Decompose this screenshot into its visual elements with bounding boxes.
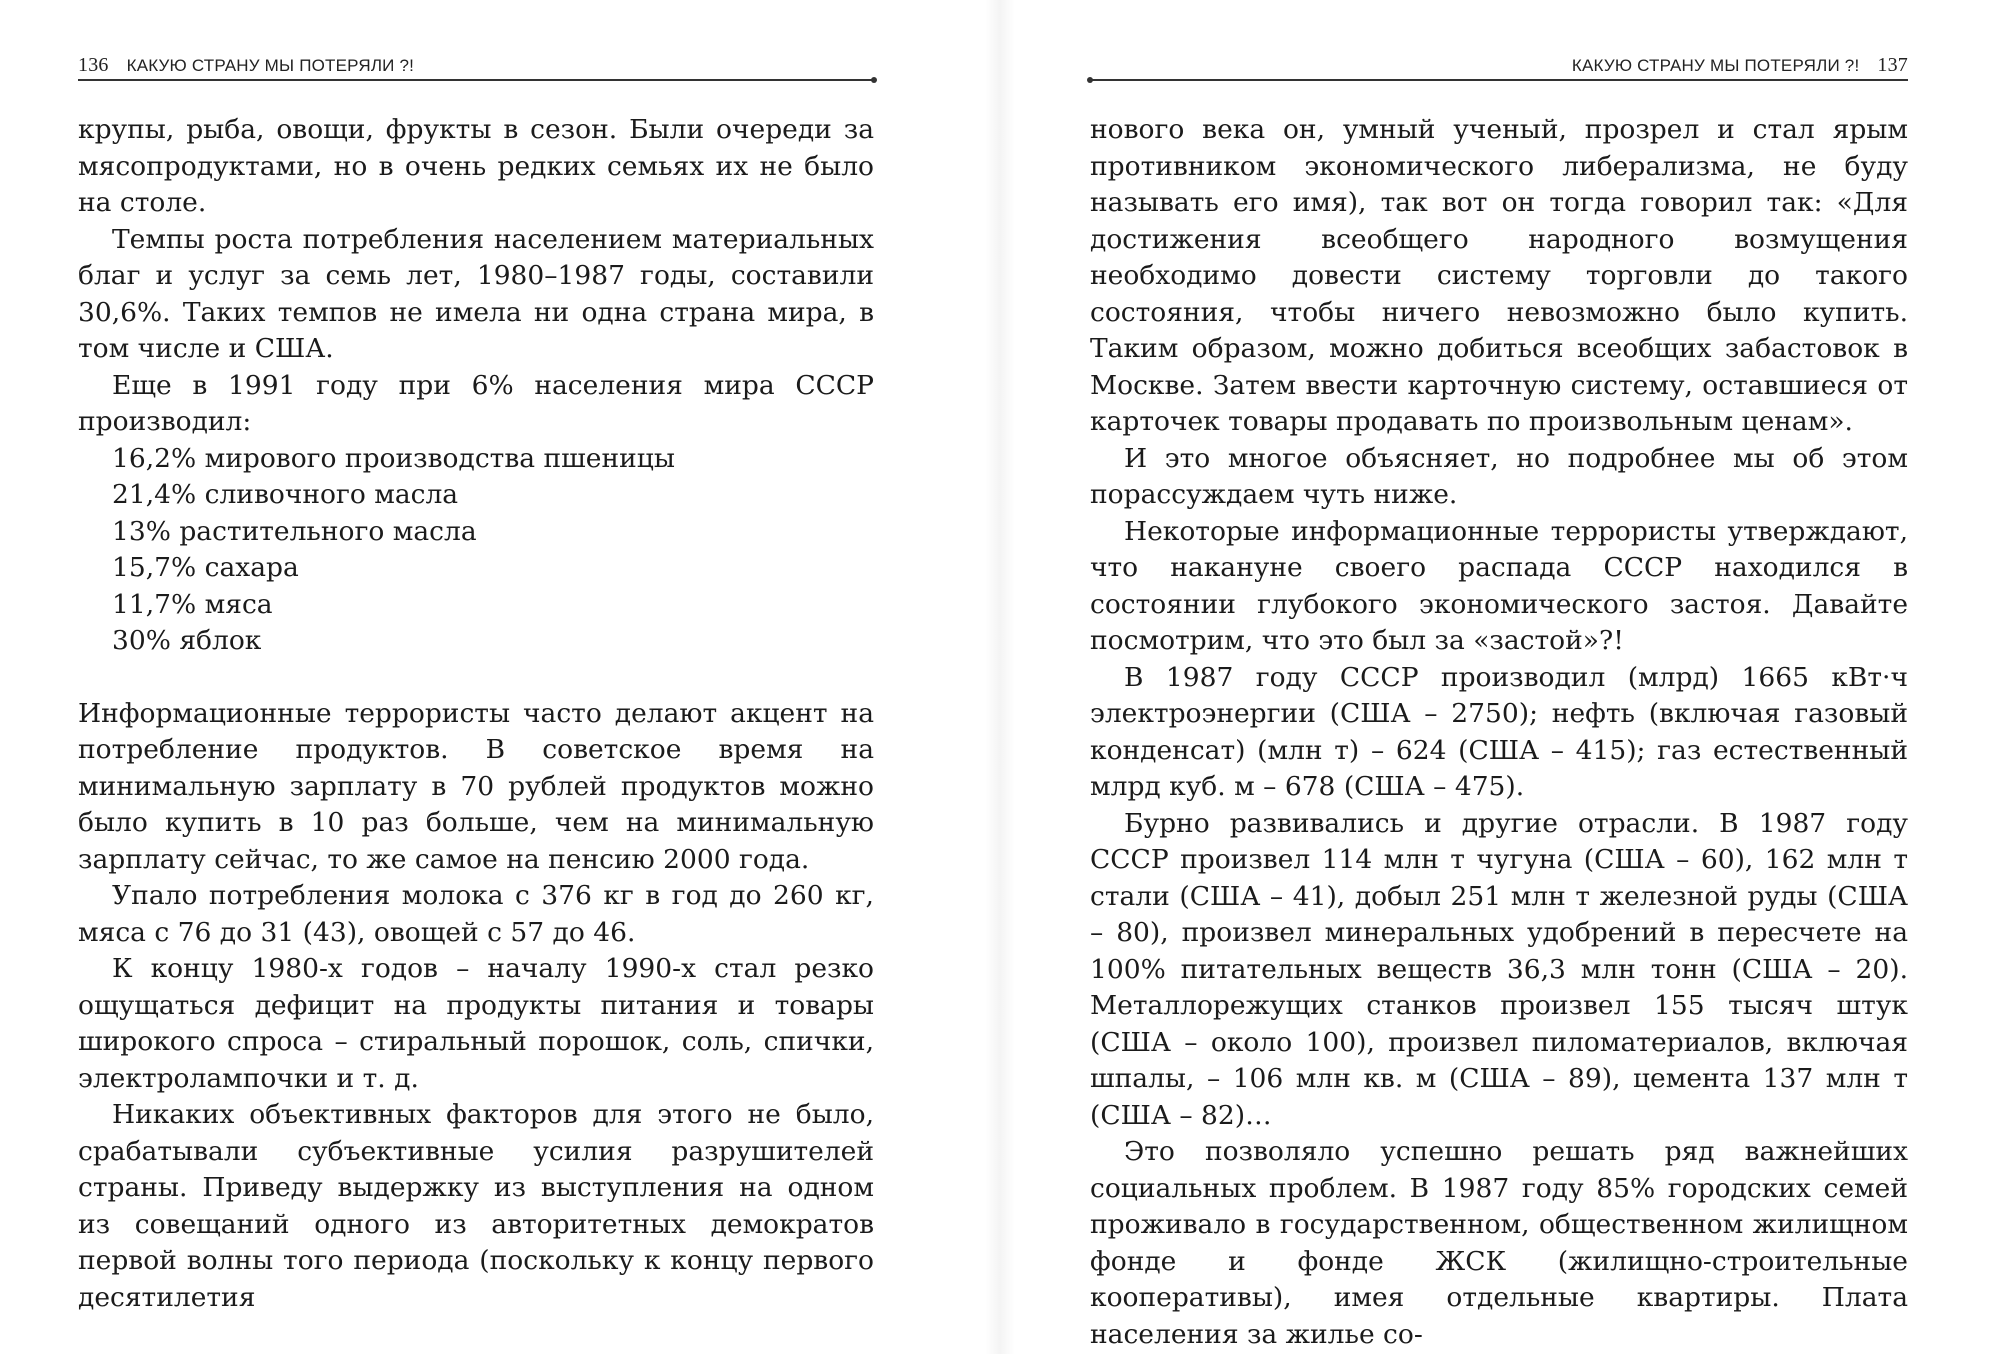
paragraph: крупы, рыба, овощи, фрукты в сезон. Были очереди за мясопродуктами, но в очень редких семьях их не было на столе.	[78, 114, 874, 218]
right-running-header	[1572, 54, 1908, 77]
paragraph: В 1987 году СССР производил (млрд) 1665 кВт·ч электроэнергии (США – 2750); нефть (включая газовый конденсат) (млн т) – 624 (США – 415); газ естественный млрд куб. м – 678 (США – 475).	[1090, 661, 1908, 802]
right-page-text	[1090, 112, 1908, 1353]
paragraph: Упало потребления молока с 376 кг в год до 260 кг, мяса с 76 до 31 (43), овощей с 57 до 46.	[78, 880, 874, 948]
list-item: 16,2% мирового производства пшеницы	[112, 442, 675, 474]
list-item: 11,7% мяса	[112, 588, 273, 620]
left-page-number: 136	[78, 54, 109, 76]
right-running-head-title: КАКУЮ СТРАНУ МЫ ПОТЕРЯЛИ ?!	[1571, 56, 1860, 75]
list-item: 30% яблок	[112, 625, 262, 656]
paragraph: К концу 1980-х годов – началу 1990-х стал резко ощущаться дефицит на продукты питания и товары широкого спроса – стиральный порошок, соль, спички, электролампочки и т. д.	[78, 953, 874, 1094]
right-page-number: 137	[1877, 54, 1908, 76]
list-item: 15,7% сахара	[112, 552, 299, 583]
left-page-text	[78, 112, 874, 1316]
left-running-head-title: КАКУЮ СТРАНУ МЫ ПОТЕРЯЛИ ?!	[126, 56, 415, 75]
paragraph: Бурно развивались и другие отрасли. В 1987 году СССР произвел 114 млн т чугуна (США – 60), 162 млн т стали (США – 41), добыл 251 млн т железной руды (США – 80), произвел минеральных удобрений в пересчете на 100% питательных веществ 36,3 млн тонн (США – 20). Металлорежущих станков произвел 155 тысяч штук (США – около 100), произвел пиломатериалов, включая шпалы, – 106 млн кв. м (США – 89), цемента 137 млн т (США – 82)…	[1090, 807, 1908, 1131]
right-header-rule	[1090, 79, 1908, 81]
paragraph: Это позволяло успешно решать ряд важнейших социальных проблем. В 1987 году 85% городских семей проживало в государственном, общественном жилищном фонде и фонде ЖСК (жилищно-строительные кооперативы), имея отдельные квартиры. Плата населения за жилье со-	[1090, 1136, 1908, 1350]
list-item: 13% растительного масла	[112, 515, 477, 547]
paragraph: нового века он, умный ученый, прозрел и стал ярым противником экономического либерализма, не буду называть его имя), так вот он тогда говорил так: «Для достижения всеобщего народного возмущения необходимо довести систему торговли до такого состояния, чтобы ничего невозможно было купить. Таким образом, можно добиться всеобщих забастовок в Москве. Затем ввести карточную систему, оставшиеся от карточек товары продавать по произвольным ценам».	[1090, 114, 1908, 437]
right-page	[1000, 0, 2000, 1354]
paragraph: Никаких объективных факторов для этого не было, срабатывали субъективные усилия разрушителей страны. Приведу выдержку из выступления на одном из совещаний одного из авторитетных демократов первой волны того периода (поскольку к концу первого десятилетия	[78, 1099, 874, 1313]
paragraph: Некоторые информационные террористы утверждают, что накануне своего распада СССР находился в состоянии глубокого экономического застоя. Давайте посмотрим, что это был за «застой»?!	[1090, 515, 1908, 656]
paragraph: Темпы роста потребления населением материальных благ и услуг за семь лет, 1980–1987 годы, составили 30,6%. Таких темпов не имела ни одна страна мира, в том числе и США.	[78, 223, 874, 364]
paragraph: И это многое объясняет, но подробнее мы об этом порассуждаем чуть ниже.	[1090, 442, 1908, 510]
left-header-rule	[78, 79, 874, 81]
paragraph: Информационные террористы часто делают акцент на потребление продуктов. В советское время на минимальную зарплату в 70 рублей продуктов можно было купить в 10 раз больше, чем на минимальную зарплату сейчас, то же самое на пенсию 2000 года.	[78, 697, 874, 875]
left-running-header	[78, 54, 414, 77]
paragraph: Еще в 1991 году при 6% населения мира СССР производил:	[78, 369, 874, 437]
list-item: 21,4% сливочного масла	[112, 479, 459, 510]
blank-line	[78, 660, 874, 696]
production-share-list	[78, 441, 874, 660]
